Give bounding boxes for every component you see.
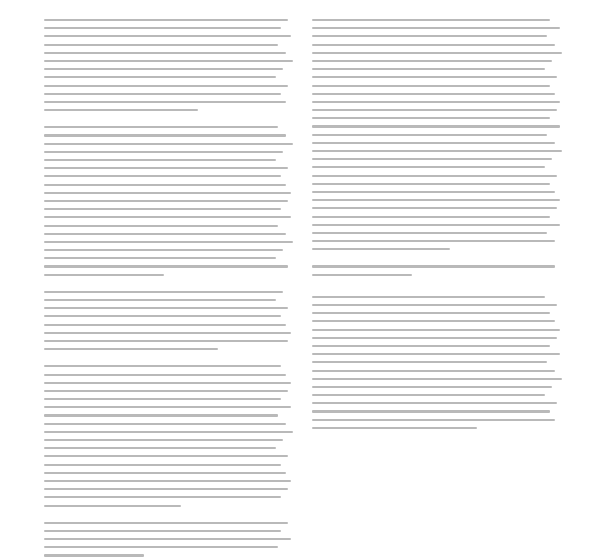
text-line bbox=[312, 293, 562, 301]
illegible-text-placeholder bbox=[44, 464, 281, 466]
paragraph bbox=[44, 519, 293, 560]
text-line bbox=[44, 213, 293, 221]
text-line bbox=[312, 383, 562, 391]
illegible-text-placeholder bbox=[44, 315, 281, 317]
text-line bbox=[44, 288, 293, 296]
text-line bbox=[44, 296, 293, 304]
illegible-text-placeholder bbox=[44, 374, 286, 376]
text-line bbox=[312, 424, 562, 432]
illegible-text-placeholder bbox=[312, 134, 547, 136]
text-line bbox=[44, 262, 293, 270]
text-line bbox=[44, 411, 293, 419]
illegible-text-placeholder bbox=[312, 410, 550, 412]
text-line bbox=[312, 139, 562, 147]
illegible-text-placeholder bbox=[44, 225, 278, 227]
text-line bbox=[44, 131, 293, 139]
illegible-text-placeholder bbox=[44, 505, 181, 507]
illegible-text-placeholder bbox=[312, 60, 552, 62]
text-line bbox=[44, 41, 293, 49]
illegible-text-placeholder bbox=[312, 117, 550, 119]
text-line bbox=[44, 312, 293, 320]
text-line bbox=[312, 90, 562, 98]
illegible-text-placeholder bbox=[312, 304, 557, 306]
text-line bbox=[44, 57, 293, 65]
illegible-text-placeholder bbox=[312, 274, 412, 276]
illegible-text-placeholder bbox=[44, 406, 291, 408]
illegible-text-placeholder bbox=[44, 291, 283, 293]
text-line bbox=[312, 98, 562, 106]
illegible-text-placeholder bbox=[44, 159, 276, 161]
illegible-text-placeholder bbox=[44, 19, 288, 21]
text-line bbox=[44, 148, 293, 156]
illegible-text-placeholder bbox=[312, 224, 560, 226]
illegible-text-placeholder bbox=[312, 109, 557, 111]
text-line bbox=[312, 16, 562, 24]
illegible-text-placeholder bbox=[44, 398, 281, 400]
illegible-text-placeholder bbox=[44, 192, 291, 194]
paragraph bbox=[44, 362, 293, 509]
text-line bbox=[44, 189, 293, 197]
illegible-text-placeholder bbox=[44, 233, 286, 235]
text-line bbox=[44, 197, 293, 205]
text-line bbox=[44, 16, 293, 24]
illegible-text-placeholder bbox=[312, 427, 477, 429]
illegible-text-placeholder bbox=[312, 329, 560, 331]
illegible-text-placeholder bbox=[312, 337, 557, 339]
paragraph bbox=[312, 293, 562, 432]
text-line bbox=[312, 82, 562, 90]
illegible-text-placeholder bbox=[44, 126, 278, 128]
text-line bbox=[44, 477, 293, 485]
text-line bbox=[312, 317, 562, 325]
text-line bbox=[312, 122, 562, 130]
text-line bbox=[312, 204, 562, 212]
illegible-text-placeholder bbox=[44, 538, 291, 540]
text-line bbox=[312, 196, 562, 204]
text-line bbox=[44, 172, 293, 180]
text-line bbox=[44, 90, 293, 98]
illegible-text-placeholder bbox=[312, 183, 550, 185]
illegible-text-placeholder bbox=[44, 175, 281, 177]
illegible-text-placeholder bbox=[312, 19, 550, 21]
text-line bbox=[312, 375, 562, 383]
illegible-text-placeholder bbox=[44, 109, 198, 111]
text-line bbox=[312, 342, 562, 350]
illegible-text-placeholder bbox=[312, 158, 552, 160]
illegible-text-placeholder bbox=[44, 546, 278, 548]
text-line bbox=[44, 519, 293, 527]
illegible-text-placeholder bbox=[312, 248, 450, 250]
text-line bbox=[312, 309, 562, 317]
text-column-left bbox=[44, 16, 293, 560]
illegible-text-placeholder bbox=[312, 85, 550, 87]
illegible-text-placeholder bbox=[312, 345, 550, 347]
illegible-text-placeholder bbox=[44, 27, 281, 29]
text-line bbox=[312, 114, 562, 122]
illegible-text-placeholder bbox=[44, 134, 286, 136]
illegible-text-placeholder bbox=[44, 85, 288, 87]
text-line bbox=[312, 131, 562, 139]
illegible-text-placeholder bbox=[312, 175, 557, 177]
text-line bbox=[44, 140, 293, 148]
text-line bbox=[312, 350, 562, 358]
illegible-text-placeholder bbox=[44, 496, 281, 498]
illegible-text-placeholder bbox=[44, 340, 288, 342]
text-line bbox=[44, 65, 293, 73]
illegible-text-placeholder bbox=[312, 378, 562, 380]
text-line bbox=[44, 32, 293, 40]
illegible-text-placeholder bbox=[44, 365, 281, 367]
text-line bbox=[44, 444, 293, 452]
illegible-text-placeholder bbox=[312, 240, 555, 242]
text-line bbox=[312, 326, 562, 334]
paragraph bbox=[312, 262, 562, 278]
text-line bbox=[312, 188, 562, 196]
text-line bbox=[44, 493, 293, 501]
illegible-text-placeholder bbox=[312, 76, 557, 78]
text-line bbox=[44, 527, 293, 535]
illegible-text-placeholder bbox=[312, 265, 555, 267]
illegible-text-placeholder bbox=[44, 324, 286, 326]
illegible-text-placeholder bbox=[44, 265, 288, 267]
text-line bbox=[44, 345, 293, 353]
illegible-text-placeholder bbox=[44, 447, 276, 449]
text-line bbox=[312, 367, 562, 375]
text-line bbox=[44, 469, 293, 477]
text-line bbox=[312, 65, 562, 73]
illegible-text-placeholder bbox=[312, 125, 560, 127]
text-line bbox=[312, 237, 562, 245]
text-column-right bbox=[312, 16, 562, 432]
paragraph bbox=[312, 16, 562, 253]
illegible-text-placeholder bbox=[312, 199, 560, 201]
paragraph bbox=[44, 16, 293, 114]
illegible-text-placeholder bbox=[44, 52, 286, 54]
text-line bbox=[312, 180, 562, 188]
text-line bbox=[44, 164, 293, 172]
text-line bbox=[312, 155, 562, 163]
text-line bbox=[44, 387, 293, 395]
illegible-text-placeholder bbox=[44, 332, 291, 334]
illegible-text-placeholder bbox=[312, 370, 555, 372]
text-line bbox=[312, 213, 562, 221]
illegible-text-placeholder bbox=[44, 249, 283, 251]
text-line bbox=[312, 221, 562, 229]
illegible-text-placeholder bbox=[312, 216, 550, 218]
text-line bbox=[44, 362, 293, 370]
text-line bbox=[44, 428, 293, 436]
illegible-text-placeholder bbox=[312, 232, 547, 234]
illegible-text-placeholder bbox=[312, 35, 547, 37]
text-line bbox=[44, 271, 293, 279]
illegible-text-placeholder bbox=[312, 361, 547, 363]
illegible-text-placeholder bbox=[312, 296, 545, 298]
illegible-text-placeholder bbox=[312, 191, 555, 193]
illegible-text-placeholder bbox=[312, 320, 555, 322]
text-line bbox=[312, 24, 562, 32]
illegible-text-placeholder bbox=[44, 143, 293, 145]
text-line bbox=[44, 535, 293, 543]
text-line bbox=[44, 371, 293, 379]
illegible-text-placeholder bbox=[312, 386, 552, 388]
illegible-text-placeholder bbox=[312, 101, 560, 103]
text-line bbox=[44, 73, 293, 81]
illegible-text-placeholder bbox=[312, 166, 545, 168]
text-line bbox=[44, 485, 293, 493]
text-line bbox=[312, 163, 562, 171]
illegible-text-placeholder bbox=[44, 554, 144, 556]
text-line bbox=[44, 82, 293, 90]
text-line bbox=[44, 238, 293, 246]
illegible-text-placeholder bbox=[44, 101, 286, 103]
text-line bbox=[44, 106, 293, 114]
illegible-text-placeholder bbox=[44, 488, 288, 490]
illegible-text-placeholder bbox=[44, 382, 291, 384]
illegible-text-placeholder bbox=[44, 151, 283, 153]
text-line bbox=[44, 461, 293, 469]
illegible-text-placeholder bbox=[44, 93, 281, 95]
text-line bbox=[312, 73, 562, 81]
illegible-text-placeholder bbox=[44, 431, 293, 433]
illegible-text-placeholder bbox=[312, 419, 555, 421]
text-line bbox=[44, 304, 293, 312]
text-line bbox=[312, 262, 562, 270]
illegible-text-placeholder bbox=[44, 472, 286, 474]
illegible-text-placeholder bbox=[312, 150, 562, 152]
illegible-text-placeholder bbox=[44, 274, 164, 276]
illegible-text-placeholder bbox=[312, 68, 545, 70]
illegible-text-placeholder bbox=[44, 480, 291, 482]
text-line bbox=[44, 156, 293, 164]
illegible-text-placeholder bbox=[312, 312, 550, 314]
paragraph bbox=[44, 288, 293, 354]
illegible-text-placeholder bbox=[44, 299, 276, 301]
text-line bbox=[44, 205, 293, 213]
illegible-text-placeholder bbox=[44, 390, 288, 392]
illegible-text-placeholder bbox=[312, 402, 557, 404]
text-line bbox=[44, 254, 293, 262]
text-line bbox=[44, 337, 293, 345]
illegible-text-placeholder bbox=[44, 307, 288, 309]
text-line bbox=[312, 334, 562, 342]
illegible-text-placeholder bbox=[44, 522, 288, 524]
text-line bbox=[312, 229, 562, 237]
text-line bbox=[44, 329, 293, 337]
illegible-text-placeholder bbox=[312, 142, 555, 144]
illegible-text-placeholder bbox=[44, 167, 288, 169]
illegible-text-placeholder bbox=[312, 44, 555, 46]
text-line bbox=[44, 502, 293, 510]
text-line bbox=[44, 123, 293, 131]
text-line bbox=[312, 57, 562, 65]
illegible-text-placeholder bbox=[312, 27, 560, 29]
illegible-text-placeholder bbox=[44, 348, 218, 350]
text-line bbox=[44, 543, 293, 551]
illegible-text-placeholder bbox=[312, 353, 560, 355]
illegible-text-placeholder bbox=[44, 68, 283, 70]
text-line bbox=[44, 321, 293, 329]
text-line bbox=[312, 301, 562, 309]
illegible-text-placeholder bbox=[44, 44, 278, 46]
text-line bbox=[312, 391, 562, 399]
illegible-text-placeholder bbox=[44, 439, 283, 441]
illegible-text-placeholder bbox=[312, 394, 545, 396]
text-line bbox=[312, 416, 562, 424]
illegible-text-placeholder bbox=[44, 184, 286, 186]
text-line bbox=[44, 222, 293, 230]
text-line bbox=[312, 106, 562, 114]
illegible-text-placeholder bbox=[44, 60, 293, 62]
illegible-text-placeholder bbox=[312, 52, 562, 54]
text-line bbox=[44, 452, 293, 460]
text-line bbox=[44, 403, 293, 411]
paragraph bbox=[44, 123, 293, 279]
text-line bbox=[312, 49, 562, 57]
illegible-text-placeholder bbox=[44, 455, 288, 457]
text-line bbox=[312, 32, 562, 40]
text-line bbox=[312, 271, 562, 279]
illegible-text-placeholder bbox=[44, 414, 278, 416]
text-line bbox=[312, 172, 562, 180]
illegible-text-placeholder bbox=[44, 257, 276, 259]
illegible-text-placeholder bbox=[44, 76, 276, 78]
illegible-text-placeholder bbox=[44, 216, 291, 218]
illegible-text-placeholder bbox=[44, 530, 281, 532]
text-line bbox=[312, 399, 562, 407]
text-line bbox=[44, 395, 293, 403]
text-line bbox=[312, 358, 562, 366]
text-line bbox=[44, 246, 293, 254]
text-line bbox=[44, 49, 293, 57]
illegible-text-placeholder bbox=[312, 93, 555, 95]
text-line bbox=[44, 24, 293, 32]
illegible-text-placeholder bbox=[44, 241, 293, 243]
text-line bbox=[44, 379, 293, 387]
illegible-text-placeholder bbox=[312, 207, 557, 209]
text-line bbox=[44, 98, 293, 106]
text-line bbox=[44, 230, 293, 238]
illegible-text-placeholder bbox=[44, 35, 291, 37]
text-line bbox=[44, 551, 293, 559]
text-line bbox=[312, 41, 562, 49]
illegible-text-placeholder bbox=[44, 208, 281, 210]
text-line bbox=[312, 407, 562, 415]
text-line bbox=[312, 147, 562, 155]
text-line bbox=[44, 436, 293, 444]
text-line bbox=[44, 181, 293, 189]
text-line bbox=[312, 245, 562, 253]
illegible-text-placeholder bbox=[44, 200, 288, 202]
